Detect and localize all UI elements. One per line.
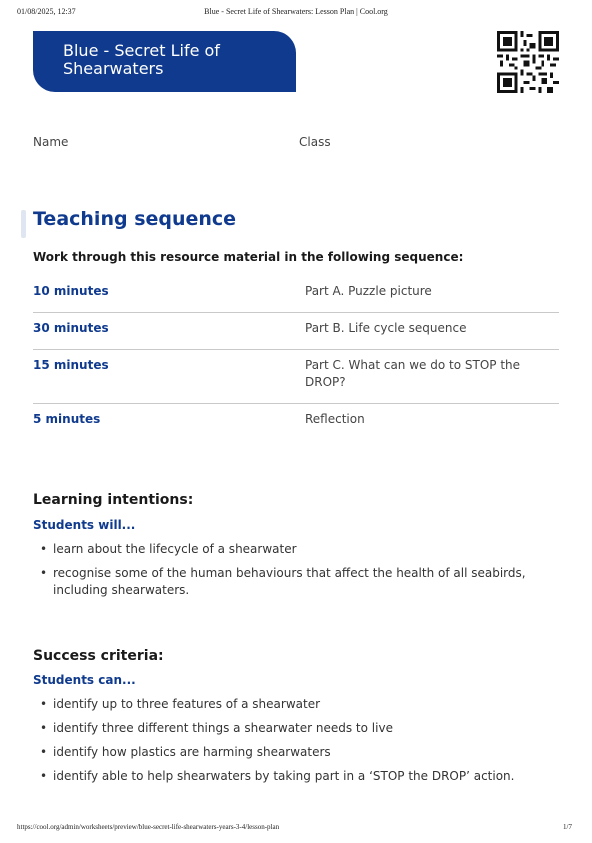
print-url: https://cool.org/admin/worksheets/preview/blue-secret-life-shearwaters-years-3-4/lesson-plan: [17, 823, 280, 831]
qr-code-icon: [497, 31, 559, 93]
print-datetime: 01/08/2025, 12:37: [17, 7, 76, 16]
sequence-activity: Part C. What can we do to STOP the DROP?: [305, 358, 521, 389]
learning-intentions-subheading: Students will...: [33, 518, 136, 532]
list-item: • identify up to three features of a shearwater: [38, 696, 538, 713]
sequence-table: [33, 276, 559, 440]
learning-intentions-list: [38, 541, 538, 606]
sequence-duration: 30 minutes: [33, 321, 109, 335]
list-item: • recognise some of the human behaviours that affect the health of all seabirds, including shearwaters.: [38, 565, 538, 599]
lesson-title-banner: [33, 31, 296, 92]
name-field-label: Name: [33, 135, 69, 149]
sequence-activity: Part A. Puzzle picture: [305, 284, 432, 298]
sequence-duration: 10 minutes: [33, 284, 109, 298]
section-accent-bar: [21, 210, 26, 238]
lesson-title: Blue - Secret Life of Shearwaters: [63, 41, 220, 78]
sequence-activity: Reflection: [305, 412, 365, 426]
sequence-row: [33, 404, 559, 440]
sequence-intro: Work through this resource material in the following sequence:: [33, 250, 464, 264]
print-document-title: Blue - Secret Life of Shearwaters: Lesson Plan | Cool.org: [204, 7, 388, 16]
class-field-label: Class: [299, 135, 331, 149]
success-criteria-heading: Success criteria:: [33, 648, 164, 664]
sequence-duration: 15 minutes: [33, 358, 109, 372]
sequence-row: [33, 350, 559, 404]
success-criteria-list: [38, 696, 538, 792]
learning-intentions-heading: Learning intentions:: [33, 492, 194, 508]
page-number: 1/7: [563, 823, 572, 831]
sequence-row: [33, 276, 559, 313]
teaching-sequence-heading: Teaching sequence: [33, 208, 237, 230]
sequence-row: [33, 313, 559, 350]
list-item: • learn about the lifecycle of a shearwater: [38, 541, 538, 558]
list-item: • identify three different things a shearwater needs to live: [38, 720, 538, 737]
list-item: • identify how plastics are harming shearwaters: [38, 744, 538, 761]
list-item: • identify able to help shearwaters by taking part in a ‘STOP the DROP’ action.: [38, 768, 538, 785]
sequence-activity: Part B. Life cycle sequence: [305, 321, 467, 335]
sequence-duration: 5 minutes: [33, 412, 101, 426]
success-criteria-subheading: Students can...: [33, 673, 136, 687]
